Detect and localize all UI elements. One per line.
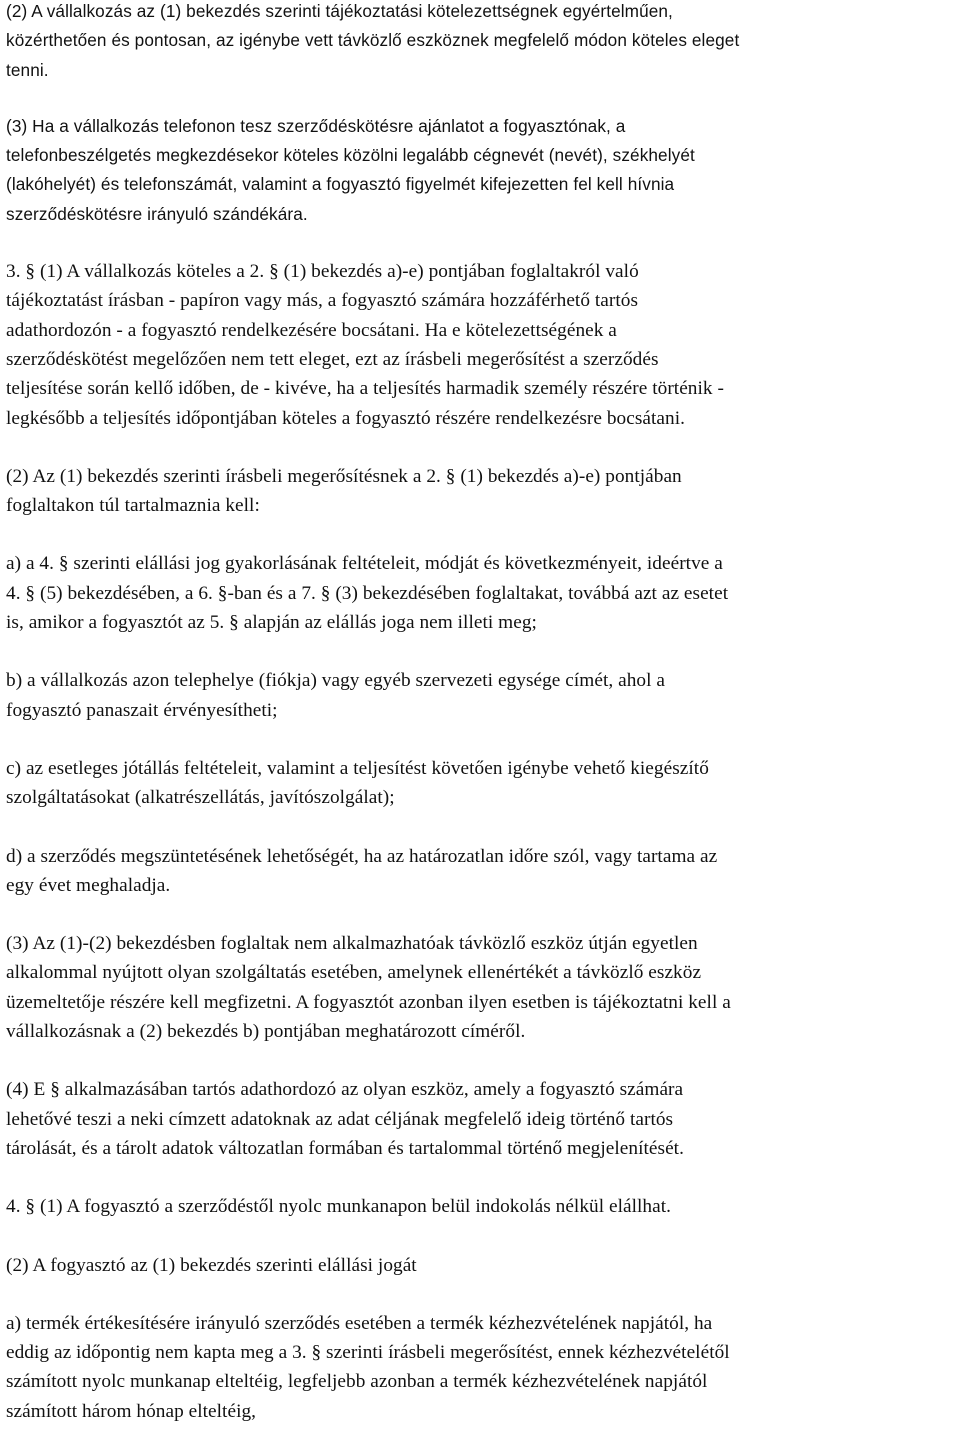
text-line: tárolását, és a tárolt adatok változatlan formában és tartalommal történő megjelenítését. <box>6 1137 684 1159</box>
text-line: telefonbeszélgetés megkezdésekor köteles közölni legalább cégnevét (nevét), székhelyét <box>6 145 695 166</box>
text-line: foglaltakon túl tartalmaznia kell: <box>6 495 260 517</box>
paragraph-2-3 <box>6 112 948 229</box>
text-line: (2) Az (1) bekezdés szerinti írásbeli megerősítésnek a 2. § (1) bekezdés a)-e) pontjában <box>6 465 682 487</box>
paragraph-4-2 <box>6 1251 948 1280</box>
text-line: c) az esetleges jótállás feltételeit, valamint a teljesítést követően igénybe vehető kiegészítő <box>6 757 709 779</box>
paragraph-3-3 <box>6 929 948 1046</box>
paragraph-3-2 <box>6 462 948 521</box>
text-line: eddig az időpontig nem kapta meg a 3. § szerinti írásbeli megerősítést, ennek kézhezvételétől <box>6 1342 730 1364</box>
text-line: 3. § (1) A vállalkozás köteles a 2. § (1) bekezdés a)-e) pontjában foglaltakról való <box>6 261 639 283</box>
text-line: számított három hónap elteltéig, <box>6 1400 257 1422</box>
text-line: vállalkozásnak a (2) bekezdés b) pontjában meghatározott címéről. <box>6 1021 526 1043</box>
paragraph-3-2-b <box>6 666 948 725</box>
text-line: (2) A fogyasztó az (1) bekezdés szerinti elállási jogát <box>6 1254 417 1276</box>
text-line: (3) Ha a vállalkozás telefonon tesz szerződéskötésre ajánlatot a fogyasztónak, a <box>6 115 626 136</box>
paragraph-3-1 <box>6 257 948 433</box>
text-line: 4. § (1) A fogyasztó a szerződéstől nyolc munkanapon belül indokolás nélkül elállhat. <box>6 1196 672 1218</box>
text-line: d) a szerződés megszüntetésének lehetőségét, ha az határozatlan időre szól, vagy tartama az <box>6 845 718 867</box>
text-line: (2) A vállalkozás az (1) bekezdés szerinti tájékoztatási kötelezettségnek egyértelműen, <box>6 1 673 21</box>
text-line: a) a 4. § szerinti elállási jog gyakorlásának feltételeit, módját és következményeit, ideértve a <box>6 553 723 575</box>
text-line: fogyasztó panaszait érvényesítheti; <box>6 699 278 721</box>
text-line: 4. § (5) bekezdésében, a 6. §-ban és a 7. § (3) bekezdésében foglaltakat, továbbá azt az esetet <box>6 582 729 604</box>
text-line: (4) E § alkalmazásában tartós adathordozó az olyan eszköz, amely a fogyasztó számára <box>6 1079 684 1101</box>
text-line: szerződéskötésre irányuló szándékára. <box>6 203 308 224</box>
text-line: egy évet meghaladja. <box>6 874 171 896</box>
paragraph-3-2-c <box>6 754 948 813</box>
text-line: adathordozón - a fogyasztó rendelkezésére bocsátani. Ha e kötelezettségének a <box>6 319 617 341</box>
text-line: is, amikor a fogyasztót az 5. § alapján az elállás joga nem illeti meg; <box>6 612 537 634</box>
text-line: üzemeltetője részére kell megfizetni. A fogyasztót azonban ilyen esetben is tájékoztatni kell a <box>6 991 731 1013</box>
text-line: legkésőbb a teljesítés időpontjában köteles a fogyasztó részére rendelkezésre bocsátani. <box>6 407 685 429</box>
text-line: teljesítése során kellő időben, de - kivéve, ha a teljesítés harmadik személy részére történik - <box>6 378 724 400</box>
text-line: alkalommal nyújtott olyan szolgáltatás esetében, amelynek ellenértékét a távközlő eszköz <box>6 962 702 984</box>
paragraph-3-2-a <box>6 549 948 637</box>
text-line: b) a vállalkozás azon telephelye (fiókja) vagy egyéb szervezeti egysége címét, ahol a <box>6 670 665 692</box>
text-line: tenni. <box>6 59 49 80</box>
text-line: (3) Az (1)-(2) bekezdésben foglaltak nem alkalmazhatóak távközlő eszköz útján egyetlen <box>6 933 698 955</box>
paragraph-4-2-a <box>6 1309 948 1426</box>
text-line: a) termék értékesítésére irányuló szerződés esetében a termék kézhezvételének napjától, ha <box>6 1312 713 1334</box>
text-line: közérthetően és pontosan, az igénybe vett távközlő eszköznek megfelelő módon köteles eleget <box>6 30 740 51</box>
paragraph-4-1 <box>6 1192 948 1221</box>
text-line: szolgáltatásokat (alkatrészellátás, javítószolgálat); <box>6 787 395 809</box>
text-line: lehetővé teszi a neki címzett adatoknak az adat céljának megfelelő ideig történő tartós <box>6 1108 674 1130</box>
paragraph-3-2-d <box>6 842 948 901</box>
text-line: szerződéskötést megelőzően nem tett eleget, ezt az írásbeli megerősítést a szerződés <box>6 348 659 370</box>
paragraph-2-2 <box>6 0 948 85</box>
paragraph-3-4 <box>6 1075 948 1163</box>
text-line: számított nyolc munkanap elteltéig, legfeljebb azonban a termék kézhezvételének napjától <box>6 1371 708 1393</box>
text-line: (lakóhelyét) és telefonszámát, valamint a fogyasztó figyelmét kifejezetten fel kell hívnia <box>6 174 675 195</box>
text-line: tájékoztatást írásban - papíron vagy más, a fogyasztó számára hozzáférhető tartós <box>6 290 639 312</box>
